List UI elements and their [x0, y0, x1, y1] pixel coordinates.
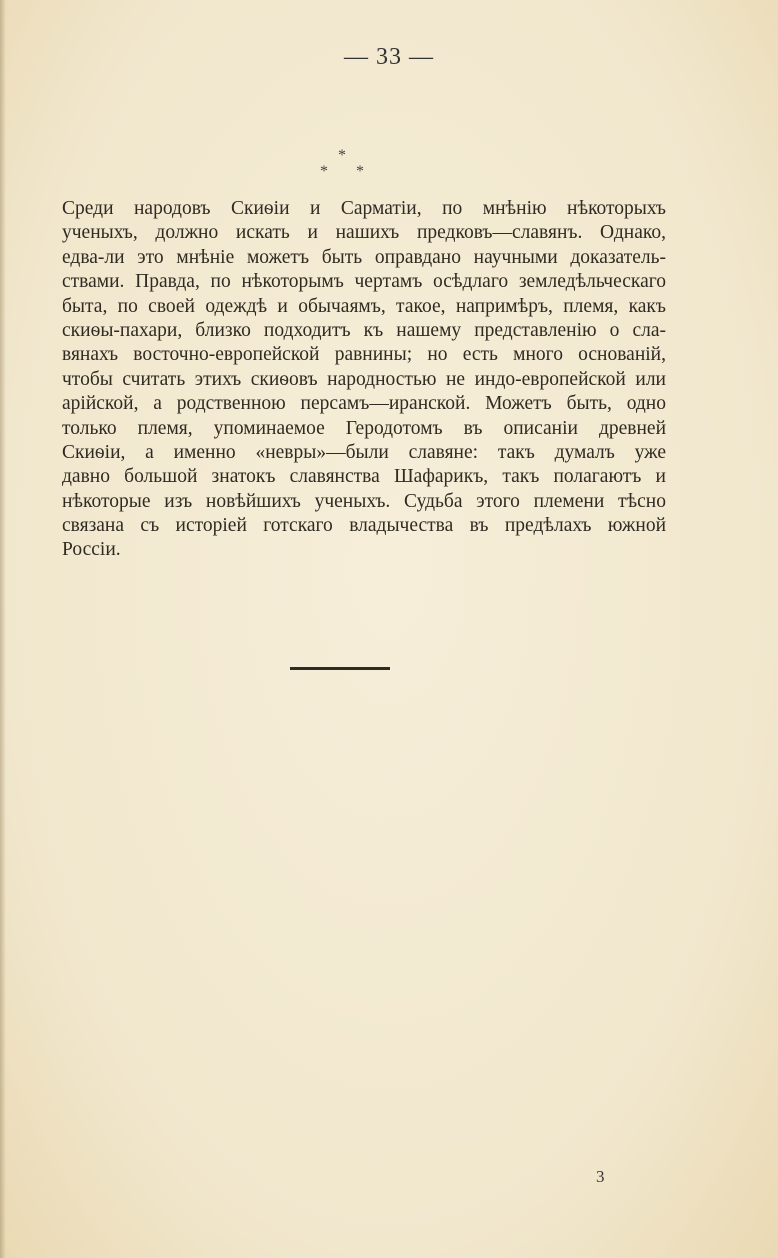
page-number: — 33 — [344, 44, 434, 70]
paragraph-line-11: Скиѳіи, а именно «невры»—были славяне: такъ думалъ уже [62, 441, 666, 463]
paragraph-line-12: давно большой знатокъ славянства Шафарикъ, такъ полагаютъ и [62, 466, 666, 488]
paragraph-line-2: ученыхъ, должно искать и нашихъ предковъ—славянъ. Однако, [62, 222, 666, 244]
section-end-rule [290, 667, 390, 670]
main-paragraph [62, 197, 666, 563]
asterism-star-right: * [356, 163, 364, 180]
asterism-ornament [310, 148, 380, 184]
paragraph-line-4: ствами. Правда, по нѣкоторымъ чертамъ осѣдлаго земледѣльческаго [62, 271, 666, 293]
paragraph-line-14: связана съ исторіей готскаго владычества въ предѣлахъ южной [62, 515, 666, 537]
paragraph-line-5: быта, по своей одеждѣ и обычаямъ, такое, напримѣръ, племя, какъ [62, 295, 666, 317]
paragraph-line-3: едва-ли это мнѣніе можетъ быть оправдано научными доказатель- [62, 246, 666, 268]
asterism-star-left: * [320, 163, 328, 180]
paragraph-line-10: только племя, упоминаемое Геродотомъ въ описаніи древней [62, 417, 666, 439]
paragraph-line-6: скиѳы-пахари, близко подходитъ къ нашему представленію о сла- [62, 319, 666, 341]
paragraph-line-9: арійской, а родственною персамъ—иранской. Можетъ быть, одно [62, 393, 666, 415]
page-edge-shadow [0, 0, 6, 1258]
paragraph-line-13: нѣкоторые изъ новѣйшихъ ученыхъ. Судьба этого племени тѣсно [62, 490, 666, 512]
paragraph-line-7: вянахъ восточно-европейской равнины; но есть много основаній, [62, 344, 666, 366]
paragraph-line-1: Среди народовъ Скиѳіи и Сарматіи, по мнѣнію нѣкоторыхъ [62, 198, 666, 219]
signature-mark: 3 [596, 1167, 605, 1186]
paragraph-line-8: чтобы считать этихъ скиѳовъ народностью не индо-европейской или [62, 368, 666, 390]
asterism-star-top: * [338, 147, 346, 164]
paragraph-line-15: Россіи. [62, 539, 121, 561]
